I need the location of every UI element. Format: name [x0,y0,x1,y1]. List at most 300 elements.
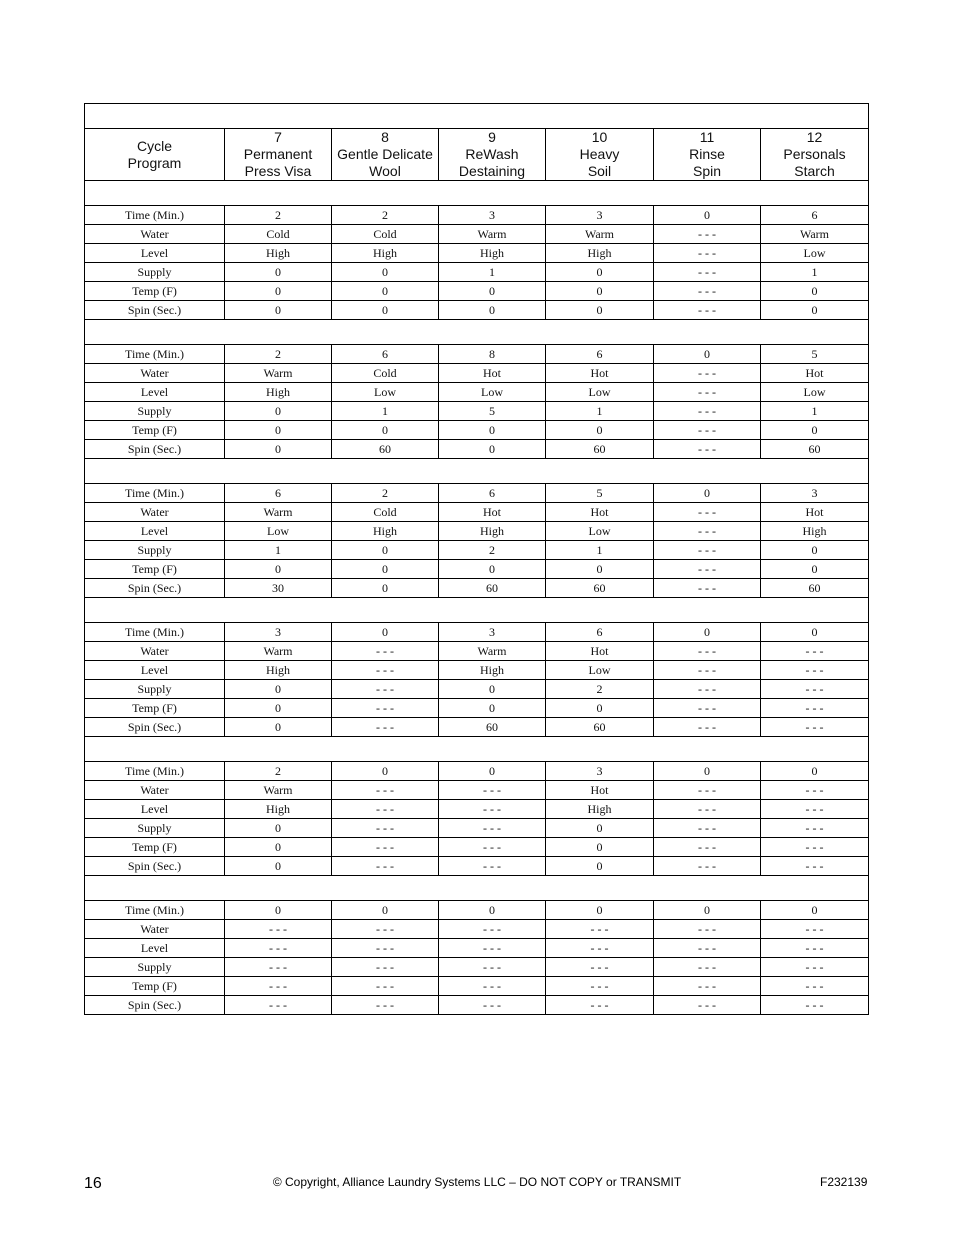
table-cell: High [546,800,654,819]
table-cell: - - - [761,838,869,857]
table-cell: - - - [654,958,761,977]
table-cell: 0 [761,421,869,440]
section-band [85,598,869,623]
table-cell: Warm [225,781,332,800]
table-row [85,421,869,440]
table-cell: - - - [761,996,869,1015]
table-row [85,364,869,383]
table-cell: - - - [439,977,546,996]
table-cell: - - - [546,939,654,958]
row-label: Water [85,364,225,383]
table-cell: Warm [225,503,332,522]
table-cell: - - - [439,819,546,838]
table-cell: - - - [225,977,332,996]
table-cell: Hot [546,781,654,800]
section-band [85,737,869,762]
table-row [85,920,869,939]
table-cell: Cold [332,503,439,522]
table-cell: 2 [439,541,546,560]
table-cell: 5 [439,402,546,421]
table-cell: - - - [654,680,761,699]
table-cell: - - - [654,440,761,459]
row-label: Level [85,383,225,402]
row-label: Time (Min.) [85,206,225,225]
table-cell: High [761,522,869,541]
table-cell: Low [546,383,654,402]
table-row [85,699,869,718]
table-cell: - - - [654,560,761,579]
table-cell: - - - [761,800,869,819]
row-label: Level [85,244,225,263]
table-cell: - - - [761,958,869,977]
table-cell: - - - [761,680,869,699]
table-cell: High [332,244,439,263]
table-cell: - - - [654,800,761,819]
row-label: Spin (Sec.) [85,718,225,737]
table-cell: 60 [439,579,546,598]
row-label: Water [85,920,225,939]
table-cell: - - - [332,699,439,718]
table-cell: - - - [332,680,439,699]
header-col-10: 10 Heavy Soil [546,129,654,181]
row-label: Supply [85,680,225,699]
table-cell: Hot [761,503,869,522]
table-row [85,206,869,225]
table-cell: 0 [225,699,332,718]
table-cell: - - - [332,781,439,800]
table-cell: High [225,383,332,402]
table-cell: 1 [332,402,439,421]
table-cell: - - - [225,920,332,939]
header-col-7: 7 Permanent Press Visa [225,129,332,181]
table-cell: Low [546,661,654,680]
table-cell: Hot [546,642,654,661]
table-cell: 0 [654,762,761,781]
table-cell: 0 [546,857,654,876]
table-cell: Warm [546,225,654,244]
table-cell: 0 [546,901,654,920]
table-cell: - - - [654,939,761,958]
table-cell: 3 [225,623,332,642]
table-cell: Low [225,522,332,541]
table-row [85,939,869,958]
table-cell: - - - [654,541,761,560]
header-cycle-program: Cycle Program [85,129,225,181]
table-cell: - - - [225,996,332,1015]
table-row [85,857,869,876]
table-cell: 2 [225,206,332,225]
row-label: Temp (F) [85,421,225,440]
table-cell: 5 [546,484,654,503]
table-cell: - - - [332,958,439,977]
table-cell: - - - [332,838,439,857]
row-label: Level [85,661,225,680]
table-row [85,819,869,838]
page-number: 16 [84,1175,102,1192]
table-cell: 1 [439,263,546,282]
table-cell: 0 [761,301,869,320]
table-cell: - - - [332,661,439,680]
table-cell: 0 [546,301,654,320]
table-cell: High [546,244,654,263]
row-label: Spin (Sec.) [85,857,225,876]
table-row [85,958,869,977]
row-label: Temp (F) [85,560,225,579]
table-cell: High [225,800,332,819]
table-cell: Low [761,383,869,402]
row-label: Water [85,642,225,661]
table-cell: - - - [439,920,546,939]
table-cell: 2 [225,345,332,364]
table-row [85,996,869,1015]
table-cell: - - - [546,958,654,977]
table-cell: 0 [225,440,332,459]
table-cell: 0 [332,560,439,579]
table-cell: 0 [439,699,546,718]
table-cell: Warm [225,642,332,661]
row-label: Temp (F) [85,838,225,857]
table-cell: 1 [225,541,332,560]
row-label: Temp (F) [85,699,225,718]
table-cell: 2 [225,762,332,781]
row-label: Supply [85,263,225,282]
table-row [85,345,869,364]
table-cell: - - - [546,996,654,1015]
table-row [85,623,869,642]
table-cell: 0 [546,838,654,857]
table-cell: 0 [332,901,439,920]
table-cell: - - - [654,522,761,541]
table-cell: - - - [439,857,546,876]
table-cell: 0 [332,421,439,440]
table-cell: 1 [546,402,654,421]
table-cell: 0 [332,623,439,642]
table-cell: 0 [761,901,869,920]
table-cell: 0 [225,901,332,920]
table-cell: - - - [654,920,761,939]
row-label: Level [85,522,225,541]
row-label: Spin (Sec.) [85,301,225,320]
table-cell: 0 [546,560,654,579]
table-cell: 60 [546,440,654,459]
table-row [85,440,869,459]
table-cell: - - - [332,977,439,996]
copyright-notice: © Copyright, Alliance Laundry Systems LLC – DO NOT COPY or TRANSMIT [272,1175,682,1189]
table-cell: 0 [654,345,761,364]
table-cell: 0 [225,680,332,699]
table-cell: 60 [761,579,869,598]
table-cell: - - - [654,718,761,737]
table-cell: 6 [546,345,654,364]
row-label: Spin (Sec.) [85,579,225,598]
table-cell: Cold [225,225,332,244]
table-cell: - - - [761,718,869,737]
table-cell: 60 [546,718,654,737]
section-band [85,320,869,345]
table-cell: 0 [439,301,546,320]
row-label: Spin (Sec.) [85,996,225,1015]
table-row [85,901,869,920]
table-row [85,402,869,421]
table-cell: - - - [225,958,332,977]
table-row [85,838,869,857]
table-cell: - - - [654,244,761,263]
table-row [85,541,869,560]
header-col-11: 11 Rinse Spin [654,129,761,181]
row-label: Time (Min.) [85,484,225,503]
table-cell: 1 [761,402,869,421]
table-cell: 0 [439,282,546,301]
table-cell: 6 [546,623,654,642]
table-cell: - - - [332,819,439,838]
table-cell: 0 [225,263,332,282]
table-cell: 0 [332,263,439,282]
table-cell: - - - [654,263,761,282]
table-cell: - - - [761,977,869,996]
table-cell: - - - [654,383,761,402]
table-row [85,781,869,800]
table-cell: Warm [761,225,869,244]
table-cell: 0 [332,762,439,781]
row-label: Temp (F) [85,977,225,996]
table-row [85,762,869,781]
table-cell: 0 [546,263,654,282]
row-label: Temp (F) [85,282,225,301]
table-cell: 0 [225,560,332,579]
table-cell: - - - [654,781,761,800]
table-row [85,484,869,503]
table-cell: High [439,661,546,680]
table-cell: Low [332,383,439,402]
table-cell: - - - [332,939,439,958]
row-label: Supply [85,819,225,838]
table-cell: - - - [332,642,439,661]
row-label: Level [85,939,225,958]
table-cell: 1 [761,263,869,282]
table-cell: 0 [439,901,546,920]
table-cell: High [439,522,546,541]
table-row [85,800,869,819]
table-cell: Cold [332,225,439,244]
table-cell: 0 [654,623,761,642]
table-cell: 3 [761,484,869,503]
table-cell: Hot [546,364,654,383]
row-label: Supply [85,541,225,560]
table-row [85,579,869,598]
table-cell: - - - [654,402,761,421]
table-cell: - - - [654,661,761,680]
document-number: F232139 [820,1175,868,1189]
table-cell: Hot [439,364,546,383]
table-cell: High [439,244,546,263]
table-cell: - - - [654,977,761,996]
table-cell: 3 [439,623,546,642]
table-cell: - - - [332,800,439,819]
table-cell: 2 [546,680,654,699]
table-row [85,718,869,737]
section-band [85,876,869,901]
table-cell: - - - [761,661,869,680]
table-cell: - - - [761,939,869,958]
table-row [85,225,869,244]
table-cell: 0 [439,762,546,781]
table-row [85,383,869,402]
header-col-8: 8 Gentle Delicate Wool [332,129,439,181]
header-col-9: 9 ReWash Destaining [439,129,546,181]
table-cell: - - - [439,939,546,958]
table-cell: - - - [654,225,761,244]
table-cell: 0 [225,282,332,301]
table-cell: 60 [546,579,654,598]
table-cell: 0 [225,402,332,421]
table-cell: - - - [654,421,761,440]
table-cell: 0 [439,560,546,579]
table-cell: High [225,244,332,263]
table-cell: Warm [439,642,546,661]
table-cell: Cold [332,364,439,383]
table-cell: - - - [439,838,546,857]
table-cell: 6 [225,484,332,503]
row-label: Time (Min.) [85,901,225,920]
table-cell: Hot [546,503,654,522]
table-row [85,661,869,680]
table-cell: 2 [332,484,439,503]
table-cell: - - - [654,364,761,383]
row-label: Spin (Sec.) [85,440,225,459]
table-cell: 0 [546,282,654,301]
table-cell: Low [761,244,869,263]
table-cell: - - - [654,819,761,838]
table-cell: - - - [439,781,546,800]
table-cell: 0 [225,718,332,737]
table-cell: - - - [761,642,869,661]
table-cell: Hot [439,503,546,522]
table-cell: - - - [439,996,546,1015]
row-label: Time (Min.) [85,623,225,642]
table-cell: 6 [439,484,546,503]
table-row [85,680,869,699]
table-cell: Warm [439,225,546,244]
table-cell: - - - [439,958,546,977]
section-band [85,181,869,206]
table-cell: 0 [654,901,761,920]
table-cell: - - - [654,699,761,718]
table-cell: - - - [332,718,439,737]
table-cell: Low [439,383,546,402]
table-cell: 0 [332,579,439,598]
table-cell: 0 [761,762,869,781]
table-header-row [85,129,869,181]
table-cell: 0 [546,699,654,718]
table-row [85,282,869,301]
table-cell: - - - [654,282,761,301]
table-cell: 0 [439,421,546,440]
table-cell: - - - [654,642,761,661]
table-cell: - - - [654,996,761,1015]
table-cell: 60 [761,440,869,459]
row-label: Time (Min.) [85,345,225,364]
table-cell: 0 [439,680,546,699]
table-cell: 3 [546,206,654,225]
table-cell: - - - [654,838,761,857]
table-cell: - - - [439,800,546,819]
table-cell: 6 [761,206,869,225]
table-cell: - - - [654,503,761,522]
table-cell: 0 [654,206,761,225]
table-cell: 0 [225,301,332,320]
table-cell: 0 [761,560,869,579]
table-cell: 5 [761,345,869,364]
table-cell: 8 [439,345,546,364]
table-row [85,642,869,661]
table-row [85,560,869,579]
table-cell: High [332,522,439,541]
table-top-band [85,104,869,129]
table-cell: 0 [439,440,546,459]
table-cell: 3 [439,206,546,225]
table-cell: 0 [761,541,869,560]
header-col-12: 12 Personals Starch [761,129,869,181]
table-cell: - - - [546,977,654,996]
row-label: Time (Min.) [85,762,225,781]
table-cell: 0 [546,421,654,440]
table-cell: 0 [225,819,332,838]
row-label: Supply [85,402,225,421]
row-label: Level [85,800,225,819]
table-row [85,522,869,541]
table-cell: - - - [761,819,869,838]
table-cell: Warm [225,364,332,383]
section-band [85,459,869,484]
table-cell: 0 [654,484,761,503]
table-row [85,301,869,320]
table-cell: - - - [654,857,761,876]
table-cell: 0 [761,623,869,642]
table-cell: - - - [761,781,869,800]
row-label: Water [85,781,225,800]
table-cell: 6 [332,345,439,364]
table-cell: 3 [546,762,654,781]
row-label: Water [85,225,225,244]
table-cell: - - - [332,996,439,1015]
table-cell: 30 [225,579,332,598]
table-cell: 0 [761,282,869,301]
table-cell: 2 [332,206,439,225]
cycle-program-table [84,103,869,1015]
table-cell: 0 [225,838,332,857]
table-cell: 0 [546,819,654,838]
table-cell: Hot [761,364,869,383]
table-cell: - - - [225,939,332,958]
table-cell: 0 [332,541,439,560]
row-label: Supply [85,958,225,977]
table-cell: 1 [546,541,654,560]
table-cell: 0 [225,421,332,440]
table-cell: 60 [332,440,439,459]
table-cell: 60 [439,718,546,737]
table-cell: - - - [546,920,654,939]
table-cell: 0 [332,282,439,301]
table-row [85,977,869,996]
table-cell: 0 [225,857,332,876]
table-cell: - - - [761,920,869,939]
table-row [85,263,869,282]
row-label: Water [85,503,225,522]
table-cell: High [225,661,332,680]
table-cell: - - - [332,920,439,939]
table-row [85,503,869,522]
table-cell: - - - [761,857,869,876]
